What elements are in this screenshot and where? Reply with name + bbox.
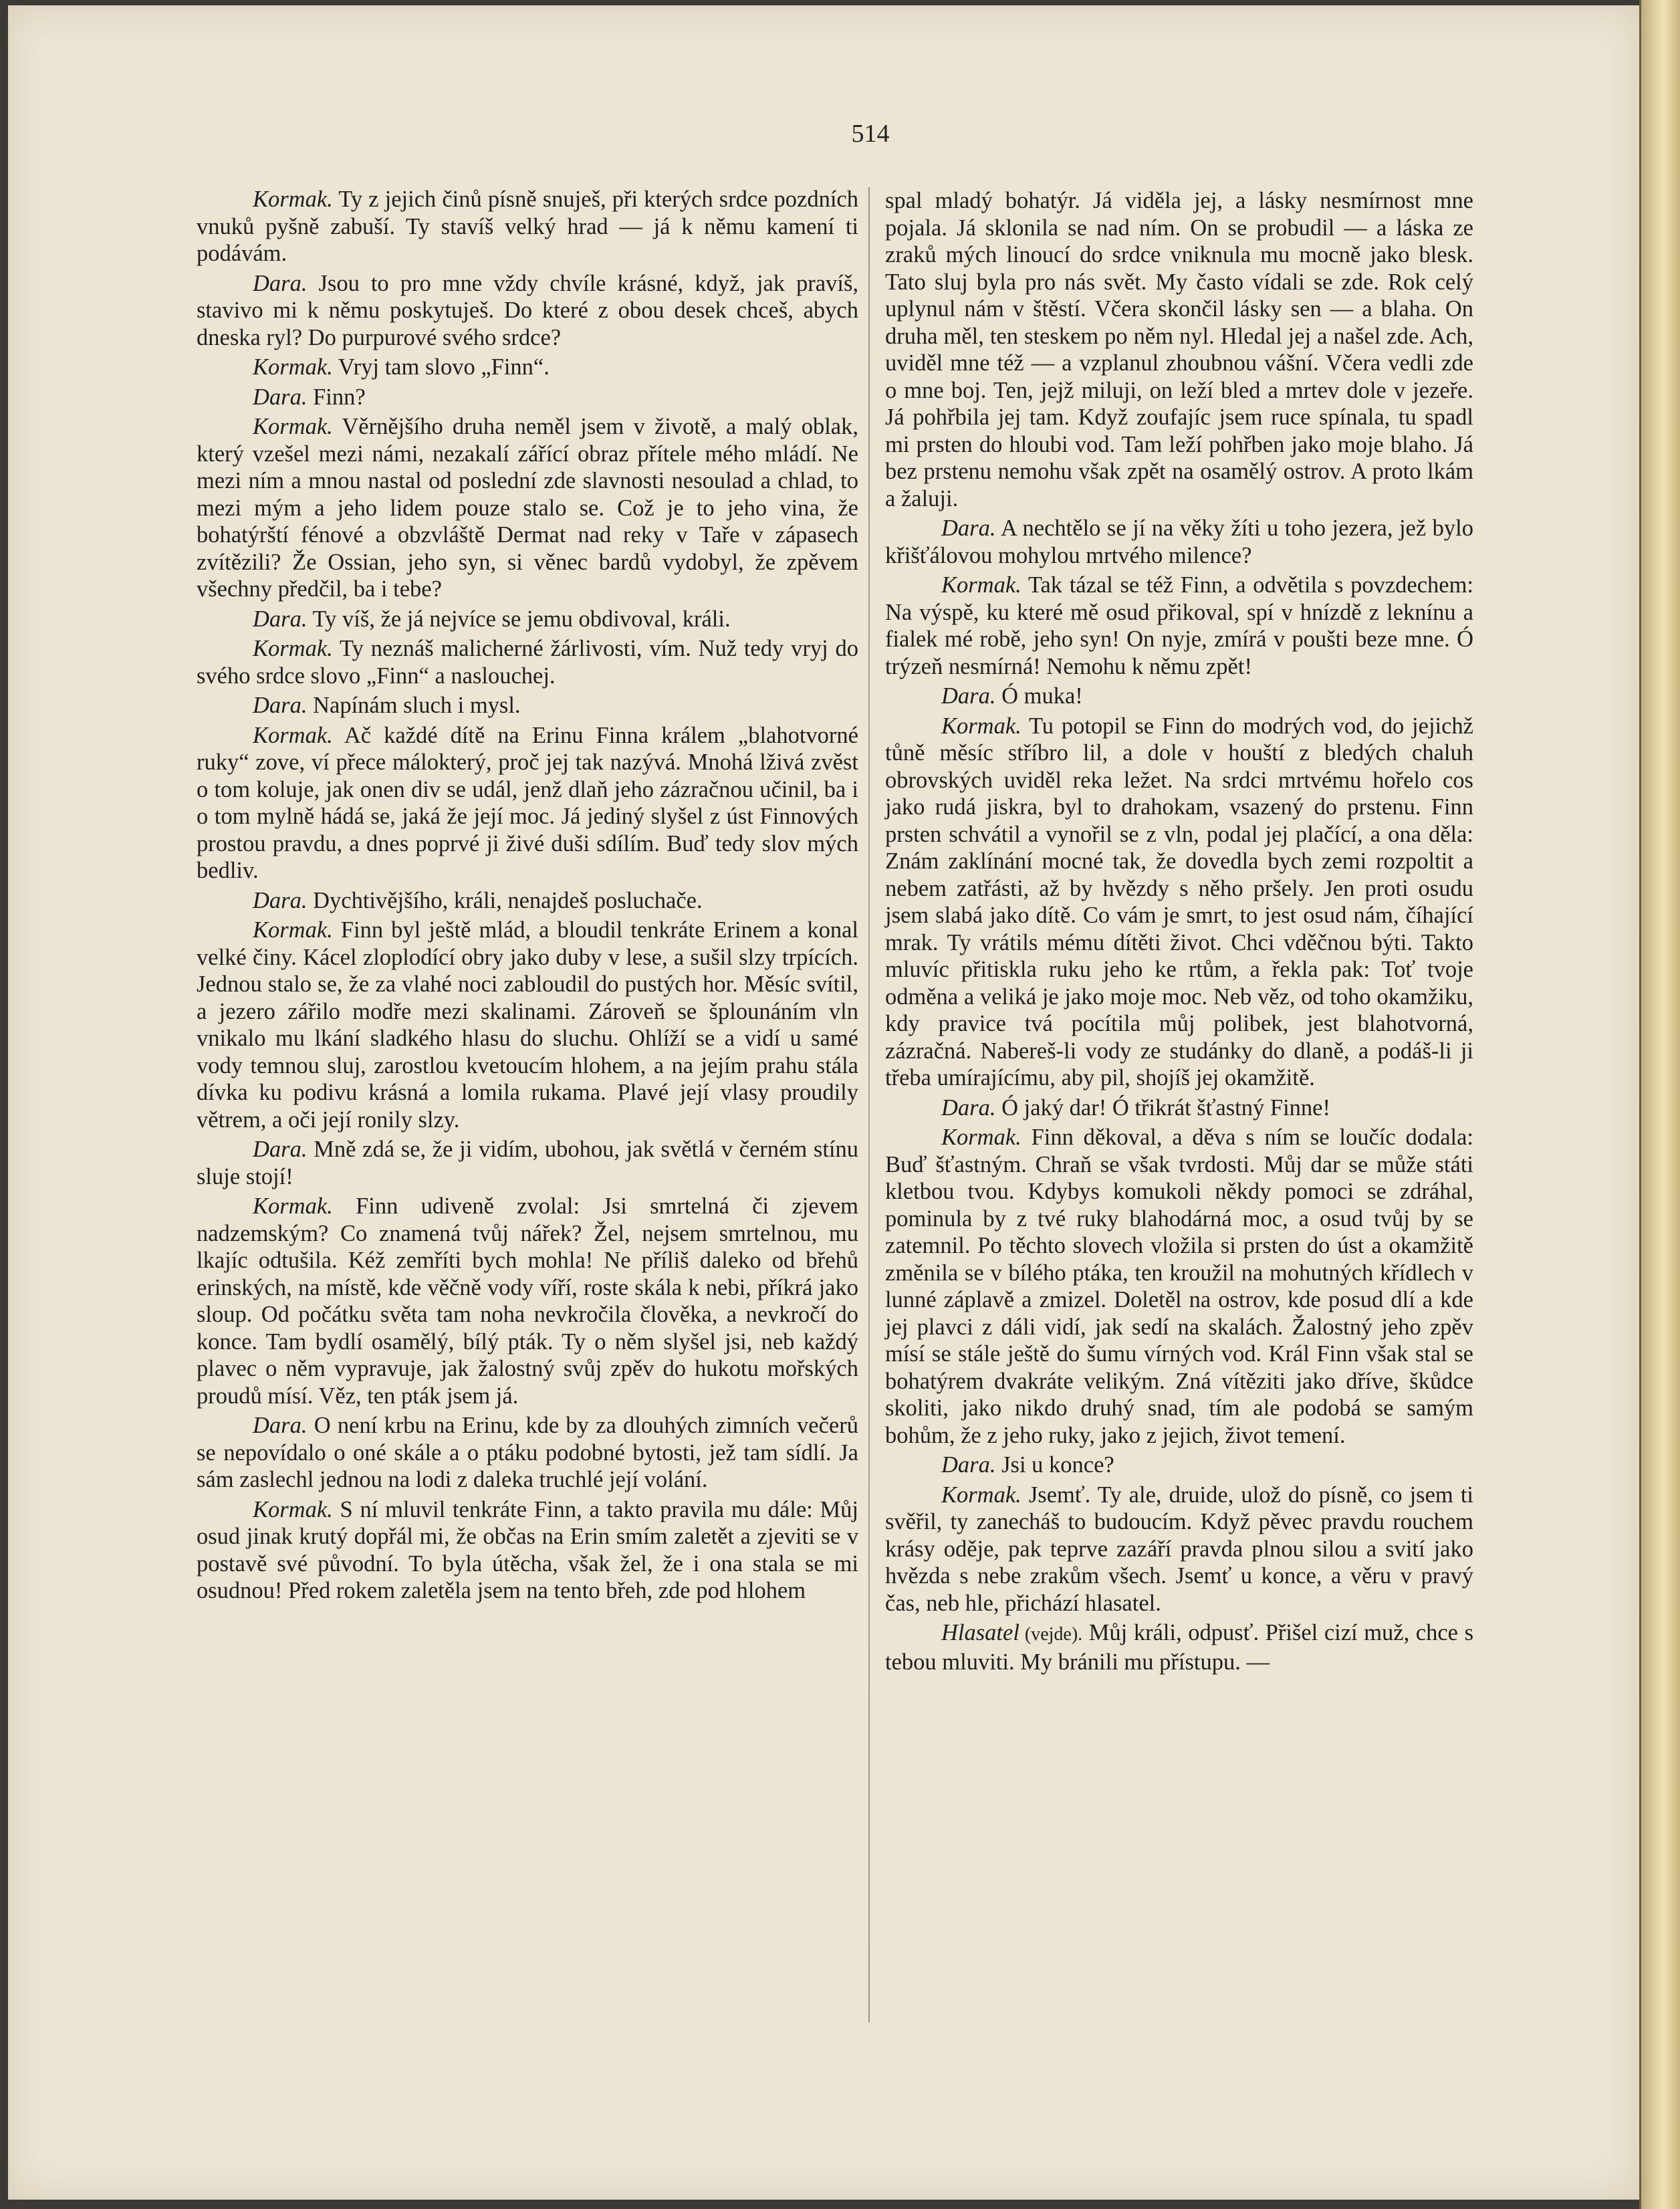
left-column xyxy=(197,186,858,1607)
paragraph xyxy=(885,572,1473,680)
paragraph xyxy=(197,384,858,411)
speaker-name: Kormak. xyxy=(253,917,333,943)
paragraph xyxy=(885,515,1473,569)
speaker-name: Kormak. xyxy=(941,1482,1022,1508)
speaker-name: Dara. xyxy=(941,1452,996,1478)
paragraph-text: spal mladý bohatýr. Já viděla jej, a lásky nesmírnost mne pojala. Já sklonila se nad ním. On se probudil — a láska ze zraků mých linoucí do srdce vniknula mu mocně jako blesk. Tato sluj byla pro nás svět. My často vídali se zde. Rok celý uplynul nám v štěstí. Včera skončil lásky sen — a blaha. On druha měl, ten steskem po něm nyl. Hledal jej a našel zde. Ach, uviděl mne též — a vzplanul zhoubnou vášní. Včera vedli zde o mne boj. Ten, jejž miluji, on leží bled a mrtev dole v jezeře. Já pohřbila jej tam. Když zoufajíc jsem ruce spínala, tu spadl mi prsten do hloubi vod. Tam leží pohřben jako moje blaho. Já bez prstenu nemohu však zpět na osamělý ostrov. A proto lkám a žaluji. xyxy=(885,188,1473,511)
paragraph xyxy=(197,413,858,603)
speaker-name: Kormak. xyxy=(941,572,1022,598)
paragraph-text: Tak tázal se též Finn, a odvětila s povzdechem: Na výspě, ku které mě osud přikoval, spí v hnízdě z leknínu a fialek mé robě, jeho syn! On nyje, zmírá v poušti beze mne. Ó trýzeň nesmírná! Nemohu k němu zpět! xyxy=(885,572,1473,679)
speaker-name: Kormak. xyxy=(941,713,1022,739)
speaker-name: Kormak. xyxy=(253,1193,333,1219)
paragraph xyxy=(885,1124,1473,1449)
paragraph xyxy=(197,1412,858,1494)
speaker-name: Hlasatel xyxy=(941,1620,1019,1645)
speaker-name: Dara. xyxy=(253,887,308,913)
paragraph-text: Dychtivějšího, králi, nenajdeš posluchače. xyxy=(307,887,703,913)
paragraph-text: Ty víš, že já nejvíce se jemu obdivoval, králi. xyxy=(307,606,731,632)
paragraph-text: Ó jaký dar! Ó třikrát šťastný Finne! xyxy=(995,1094,1330,1121)
paragraph xyxy=(197,722,858,885)
speaker-name: Kormak. xyxy=(941,1125,1022,1150)
paragraph xyxy=(197,635,858,689)
paragraph-text: Ač každé dítě na Erinu Finna králem „blahotvorné ruky“ zove, ví přece málokterý, proč jej tak nazývá. Mnohá lživá zvěst o tom koluje, jak onen div se udál, jenž dlaň jeho zázračnou učinil, ba i o tom mylně hádá se, jaká že její moc. Já jediný slyšel z úst Finnových prostou pravdu, a dnes poprvé ji živé duši sdílím. Buď tedy slov mých bedliv. xyxy=(197,722,858,883)
paragraph xyxy=(197,1496,858,1605)
paragraph-text: Finn udiveně zvolal: Jsi smrtelná či zjevem nadzemským? Co znamená tvůj nářek? Žel, nejsem smrtelnou, mu lkajíc odtušila. Kéž zemříti bych mohla! Ne příliš daleko od břehů erinských, na místě, kde věčně vody víří, roste skála k nebi, příkrá jako sloup. Od počátku světa tam noha nevkročila člověka, a nevkročí do konce. Tam bydlí osamělý, bílý pták. Ty o něm slyšel jsi, neb každý plavec o něm vypravuje, jak žalostný svůj zpěv do hukotu mořských proudů mísí. Věz, ten pták jsem já. xyxy=(197,1193,858,1409)
book-page xyxy=(8,5,1639,2200)
paragraph-text: Ó muka! xyxy=(995,683,1083,709)
paragraph xyxy=(197,917,858,1133)
paragraph xyxy=(197,354,858,381)
paragraph xyxy=(197,1136,858,1190)
paragraph-text: S ní mluvil tenkráte Finn, a takto pravila mu dále: Můj osud jinak krutý dopřál mi, že občas na Erin smím zaletět a zjeviti se v postavě své původní. To byla útěcha, však žel, že i ona stala se mi osudnou! Před rokem zaletěla jsem na tento břeh, zde pod hlohem xyxy=(197,1496,858,1603)
paragraph-text: Napínám sluch i mysl. xyxy=(307,693,521,718)
speaker-name: Dara. xyxy=(941,515,996,541)
adjacent-page-edge xyxy=(1639,0,1680,2209)
paragraph-text: Jsi u konce? xyxy=(995,1452,1114,1478)
paragraph-text: Vryj tam slovo „Finn“. xyxy=(332,354,550,380)
speaker-name: Dara. xyxy=(941,1094,996,1121)
paragraph-text: Ty neznáš malicherné žárlivosti, vím. Nuž tedy vryj do svého srdce slovo „Finn“ a naslouchej. xyxy=(197,636,858,689)
stage-direction: (vejde). xyxy=(1019,1624,1083,1645)
paragraph-text: A nechtělo se jí na věky žíti u toho jezera, jež bylo křišťálovou mohylou mrtvého milence? xyxy=(885,515,1473,568)
paragraph-text: Finn byl ještě mlád, a bloudil tenkráte Erinem a konal velké činy. Kácel zloplodící obry jako duby v lese, a sušil slzy trpících. Jednou stalo se, že za vlahé noci zabloudil do pustých hor. Měsíc svítil, a jezero zářilo modře mezi skalinami. Zároveň se šplounáním vln vnikalo mu lkání sladkého hlasu do sluchu. Ohlíží se a vidí u samé vody temnou sluj, zarostlou kvetoucím hlohem, a na jejím prahu stála dívka ku podivu krásná a lomila rukama. Plavé její vlasy proudily větrem, a oči její ronily slzy. xyxy=(197,917,858,1133)
paragraph xyxy=(885,1451,1473,1479)
column-divider xyxy=(868,187,870,2022)
paragraph xyxy=(197,692,858,719)
paragraph-text: Mně zdá se, že ji vidím, ubohou, jak světlá v černém stínu sluje stojí! xyxy=(197,1137,858,1189)
page-number: 514 xyxy=(851,120,890,148)
paragraph xyxy=(885,1619,1473,1675)
paragraph-text: Můj králi, odpusť. Přišel cizí muž, chce s tebou mluviti. My bránili mu přístupu. — xyxy=(885,1620,1473,1675)
paragraph xyxy=(885,1094,1473,1122)
paragraph xyxy=(197,887,858,915)
paragraph xyxy=(197,270,858,352)
paragraph-text: Věrnějšího druha neměl jsem v životě, a malý oblak, který vzešel mezi námi, nezakalí zářící obraz přítele mého mládí. Ne mezi ním a mnou nastal od poslední zde slavnosti nesoulad a chlad, to mezi mým a jeho lidem pouze stalo se. Což je to jeho vina, že bohatýrští fénové a obzvláště Dermat nad reky v Taře v zápasech zvítězili? Že Ossian, jeho syn, si věnec bardů vydobyl, že zpěvem všechny předčil, ba i tebe? xyxy=(197,414,858,602)
paragraph-text: Jsou to pro mne vždy chvíle krásné, když, jak pravíš, stavivo mi k němu poskytuješ. Do které z obou desek chceš, abych dneska ryl? Do purpurové svého srdce? xyxy=(197,270,858,350)
paragraph xyxy=(885,187,1473,512)
speaker-name: Dara. xyxy=(253,606,308,632)
paragraph-text: Jsemť. Ty ale, druide, ulož do písně, co jsem ti svěřil, ty zanecháš to budoucím. Když pěvec pravdu rouchem krásy oděje, pak teprve zazáří pravda plnou silou a svití jako hvězda s nebe zrakům všech. Jsemť u konce, a věru v pravý čas, neb hle, přichází hlasatel. xyxy=(885,1482,1473,1616)
speaker-name: Kormak. xyxy=(253,722,333,748)
speaker-name: Dara. xyxy=(941,683,996,709)
right-column xyxy=(885,187,1473,1678)
paragraph-text: O není krbu na Erinu, kde by za dlouhých zimních večerů se nepovídalo o oné skále a o ptáku podobné bytosti, jež tam sídlí. Ja sám zaslechl jednou na lodi z daleka truchlé její volání. xyxy=(197,1413,858,1492)
speaker-name: Kormak. xyxy=(253,414,333,439)
speaker-name: Dara. xyxy=(253,1137,308,1162)
speaker-name: Kormak. xyxy=(253,1496,333,1522)
paragraph xyxy=(197,1193,858,1409)
paragraph xyxy=(885,683,1473,710)
speaker-name: Kormak. xyxy=(253,187,333,212)
speaker-name: Dara. xyxy=(253,384,308,410)
speaker-name: Dara. xyxy=(253,693,308,718)
paragraph xyxy=(197,606,858,633)
paragraph-text: Finn děkoval, a děva s ním se loučíc dodala: Buď šťastným. Chraň se však tvrdosti. Můj dar se může státi kletbou tvou. Kdybys komukoli někdy pomoci se zdráhal, pominula by z tvé ruky blahodárná moc, a osud tvůj by se zatemnil. Po těchto slovech vložila si prsten do úst a okamžitě změnila se v bílého ptáka, ten kroužil na mohutných křídlech v lunné záplavě a zmizel. Doletěl na ostrov, kde posud dlí a kde jej plavci z dáli vidí, jak sedí na skalách. Žalostný jeho zpěv mísí se stále ještě do šumu vírných vod. Král Finn však stal se bohatýrem dvakráte velikým. Zná vítěziti jako dříve, škůdce skoliti, jako nikdo druhý snad, tím ale podobá se samým bohům, že z jeho ruky, jako z jejich, život temení. xyxy=(885,1125,1473,1448)
paragraph-text: Tu potopil se Finn do modrých vod, do jejichž tůně měsíc stříbro lil, a dole v houští z bledých chaluh obrovských uviděl reka ležet. Na srdci mrtvému hořelo cos jako rudá jiskra, byl to drahokam, vsazený do prstenu. Finn prsten schvátil a vynořil se z vln, podal jej plačící, a ona děla: Znám zaklínání mocné tak, že dovedla bych zemi rozpoltit a nebem zatřásti, až by hvězdy s něho pršely. Jen proti osudu jsem slabá jako dítě. Co vám je smrt, to jest osud nám, číhající mrak. Ty vrátils mému dítěti život. Chci vděčnou býti. Takto mluvíc přitiskla ruku jeho ke rtům, a řekla pak: Toť tvoje odměna a veliká je jako moje moc. Neb věz, od toho okamžiku, kdy pravice tvá pocítila můj polibek, jest blahotvorná, zázračná. Nabereš-li vody ze studánky do dlaně, a podáš-li ji třeba umírajícímu, aby pil, shojíš jej okamžitě. xyxy=(885,713,1473,1090)
speaker-name: Dara. xyxy=(253,1413,308,1438)
paragraph-text: Ty z jejich činů písně snuješ, při kterých srdce pozdních vnuků pyšně zabuší. Ty stavíš velký hrad — já k němu kamení ti podávám. xyxy=(197,187,858,266)
paragraph xyxy=(885,713,1473,1092)
paragraph-text: Finn? xyxy=(307,384,366,410)
speaker-name: Kormak. xyxy=(253,354,333,380)
paragraph xyxy=(197,186,858,267)
speaker-name: Kormak. xyxy=(253,636,333,661)
paragraph xyxy=(885,1482,1473,1617)
speaker-name: Dara. xyxy=(253,270,308,296)
